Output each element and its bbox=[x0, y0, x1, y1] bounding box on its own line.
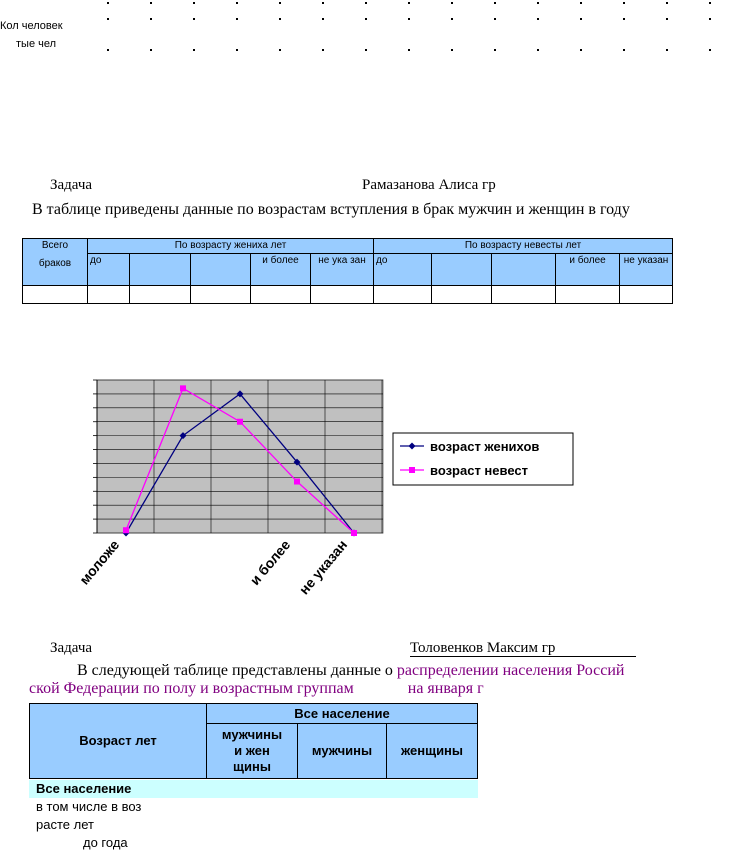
x-tick-label: и более bbox=[246, 536, 294, 589]
grid-dot bbox=[408, 18, 410, 20]
grid-dot bbox=[150, 18, 152, 20]
marriage-cell bbox=[88, 286, 130, 304]
pop-row-all-label: Все население bbox=[36, 781, 132, 796]
task1-text: В таблице приведены данные по возрастам вступления в брак мужчин и женщин в году bbox=[32, 201, 630, 218]
grid-dot bbox=[107, 49, 109, 51]
population-table bbox=[29, 703, 478, 779]
grid-dot bbox=[623, 49, 625, 51]
chart-x-labels bbox=[76, 536, 350, 597]
dotted-gridline-top bbox=[100, 2, 756, 4]
bride-col-2 bbox=[432, 254, 492, 286]
bride-col-4: и более bbox=[556, 254, 620, 286]
task2-text-highlight-3: на января г bbox=[407, 680, 484, 697]
grid-dot bbox=[494, 49, 496, 51]
task2-author: Толовенков Максим гр bbox=[410, 640, 556, 656]
series-point-2 bbox=[123, 527, 129, 533]
grid-dot bbox=[150, 49, 152, 51]
grid-dot bbox=[322, 49, 324, 51]
task2-title: Задача bbox=[50, 640, 93, 656]
marriage-cell bbox=[374, 286, 432, 304]
grid-dot bbox=[279, 2, 281, 4]
grid-dot bbox=[666, 2, 668, 4]
series-point-2 bbox=[294, 479, 300, 485]
marriage-table bbox=[22, 238, 673, 304]
marriage-cell bbox=[130, 286, 191, 304]
grid-dot bbox=[451, 18, 453, 20]
marriage-cell bbox=[556, 286, 620, 304]
grid-dot bbox=[107, 18, 109, 20]
grid-dot bbox=[150, 2, 152, 4]
grid-dot bbox=[236, 18, 238, 20]
dotted-gridline-bottom bbox=[100, 49, 756, 51]
marriage-total-header: Всего браков bbox=[23, 239, 88, 286]
marriage-cell bbox=[311, 286, 374, 304]
grid-dot bbox=[408, 2, 410, 4]
series-point-2 bbox=[180, 385, 186, 391]
grid-dot bbox=[365, 18, 367, 20]
grid-dot bbox=[236, 2, 238, 4]
marriage-cell bbox=[620, 286, 673, 304]
marriage-cell bbox=[432, 286, 492, 304]
pop-row-age: до года bbox=[83, 835, 128, 850]
series-point-2 bbox=[351, 530, 357, 536]
grid-dot bbox=[709, 2, 711, 4]
chart-y-ticks bbox=[93, 380, 97, 533]
bride-col-3 bbox=[492, 254, 556, 286]
grid-dot bbox=[279, 49, 281, 51]
groom-col-2 bbox=[130, 254, 191, 286]
dotted-gridline-middle bbox=[100, 18, 756, 20]
grid-dot bbox=[451, 49, 453, 51]
grid-dot bbox=[193, 18, 195, 20]
marriage-cell bbox=[191, 286, 251, 304]
grid-dot bbox=[537, 49, 539, 51]
grid-dot bbox=[193, 49, 195, 51]
pop-row-incl-2: расте лет bbox=[36, 817, 94, 832]
bride-col-1: до bbox=[374, 254, 432, 286]
grid-dot bbox=[709, 18, 711, 20]
grid-dot bbox=[322, 18, 324, 20]
grid-dot bbox=[365, 49, 367, 51]
chart-legend bbox=[393, 433, 573, 485]
grid-dot bbox=[580, 49, 582, 51]
task1-title: Задача bbox=[50, 177, 93, 193]
grid-dot bbox=[494, 18, 496, 20]
grid-dot bbox=[494, 2, 496, 4]
grid-dot bbox=[107, 2, 109, 4]
groom-col-4: и более bbox=[251, 254, 311, 286]
fragment-axis-label-2: тые чел bbox=[16, 38, 57, 50]
bride-col-5: не указан bbox=[620, 254, 673, 286]
groom-col-5: не ука зан bbox=[311, 254, 374, 286]
groom-col-1: до bbox=[88, 254, 130, 286]
grid-dot bbox=[537, 18, 539, 20]
groom-age-header: По возрасту жениха лет bbox=[88, 239, 374, 254]
pop-row-all bbox=[29, 780, 478, 798]
legend-label-1: возраст женихов bbox=[430, 439, 540, 454]
grid-dot bbox=[580, 2, 582, 4]
grid-dot bbox=[193, 2, 195, 4]
series-point-2 bbox=[237, 419, 243, 425]
grid-dot bbox=[666, 18, 668, 20]
task2-text-highlight-1: распределении населения Россий bbox=[396, 662, 625, 679]
marriage-age-chart bbox=[0, 370, 756, 630]
task2-text-intro: В следующей таблице представлены данные о bbox=[77, 662, 393, 679]
task2-text-highlight-2: ской Федерации по полу и возрастным группам bbox=[29, 680, 354, 697]
legend-marker-2 bbox=[409, 467, 415, 473]
grid-dot bbox=[666, 49, 668, 51]
bride-age-header: По возрасту невесты лет bbox=[374, 239, 673, 254]
x-tick-label: не указан bbox=[295, 536, 351, 598]
marriage-cell bbox=[23, 286, 88, 304]
grid-dot bbox=[408, 49, 410, 51]
grid-dot bbox=[322, 2, 324, 4]
pop-col-both: мужчины и жен щины bbox=[207, 724, 298, 779]
fragment-axis-label-1: Кол человек bbox=[0, 20, 63, 32]
groom-col-3 bbox=[191, 254, 251, 286]
grid-dot bbox=[537, 2, 539, 4]
grid-dot bbox=[236, 49, 238, 51]
grid-dot bbox=[623, 18, 625, 20]
pop-col-women: женщины bbox=[387, 724, 478, 779]
x-tick-label: моложе bbox=[75, 536, 123, 588]
grid-dot bbox=[365, 2, 367, 4]
marriage-cell bbox=[492, 286, 556, 304]
task2-text bbox=[29, 662, 744, 698]
grid-dot bbox=[580, 18, 582, 20]
task1-author: Рамазанова Алиса гр bbox=[362, 177, 496, 193]
legend-label-2: возраст невест bbox=[430, 463, 528, 478]
grid-dot bbox=[279, 18, 281, 20]
marriage-cell bbox=[251, 286, 311, 304]
pop-row-incl-1: в том числе в воз bbox=[36, 799, 142, 814]
grid-dot bbox=[709, 49, 711, 51]
grid-dot bbox=[451, 2, 453, 4]
pop-age-header: Возраст лет bbox=[30, 704, 207, 779]
pop-all-header: Все население bbox=[207, 704, 478, 724]
grid-dot bbox=[623, 2, 625, 4]
pop-col-men: мужчины bbox=[298, 724, 387, 779]
task2-author-underline bbox=[410, 656, 636, 657]
